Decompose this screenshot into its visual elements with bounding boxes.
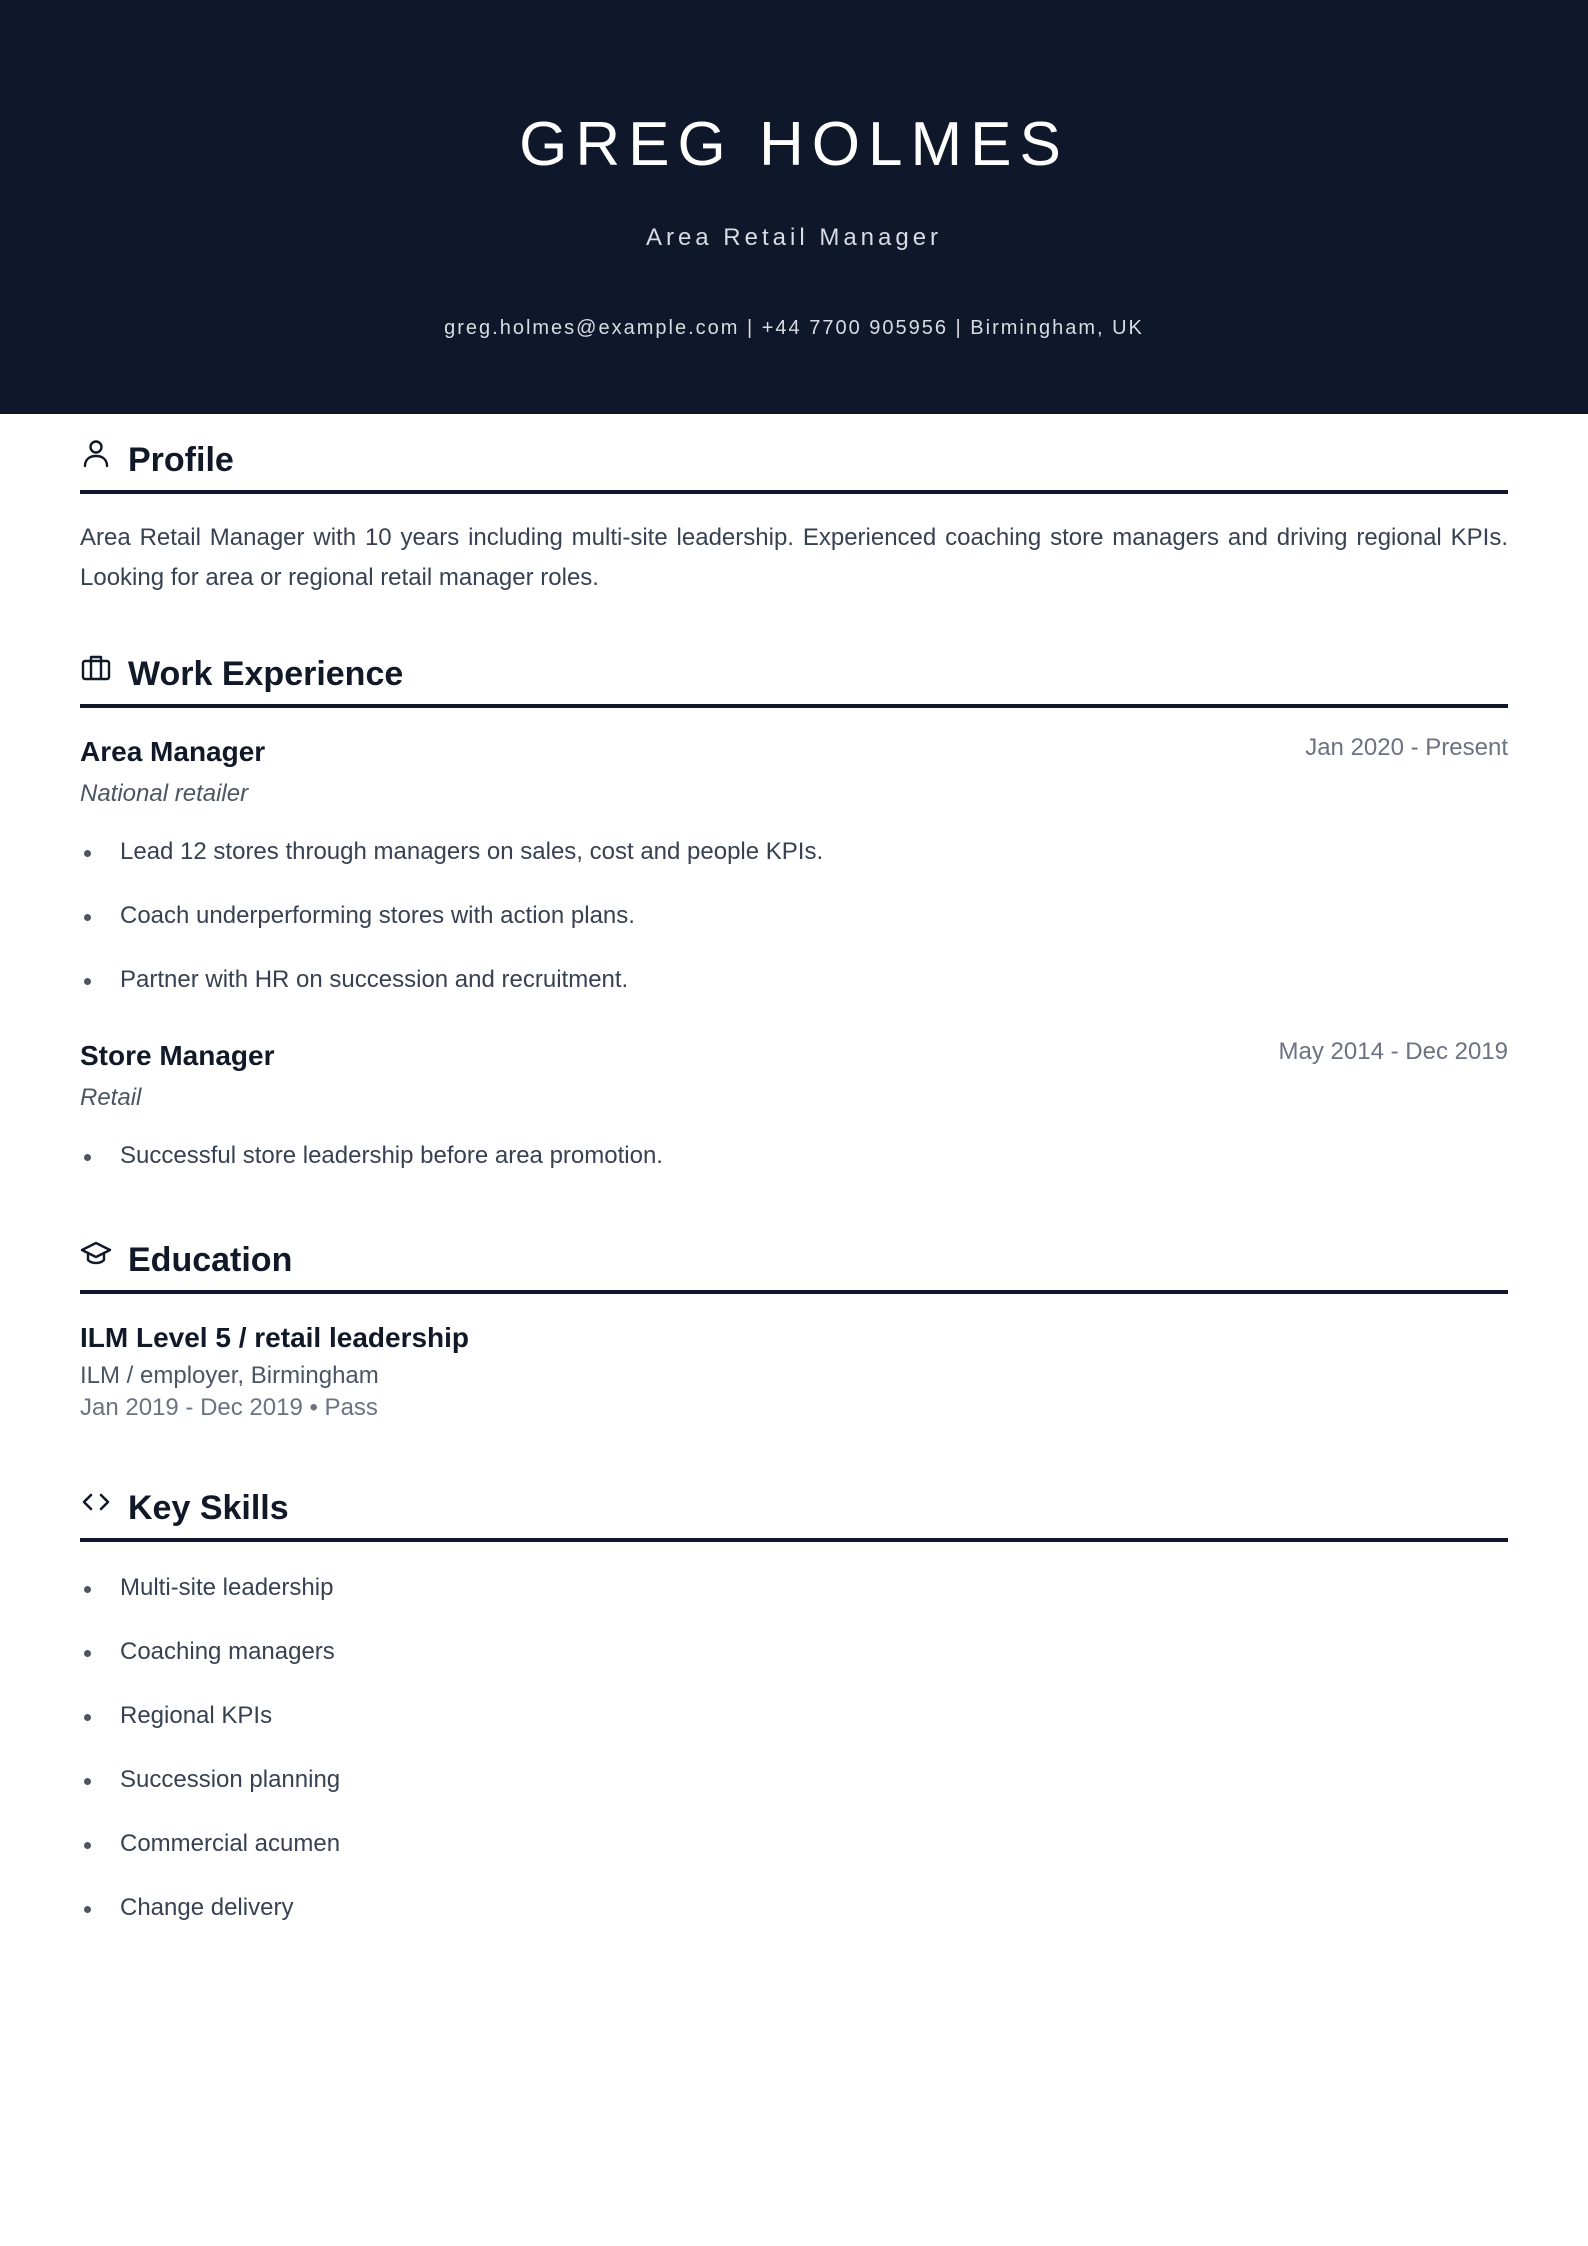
job-dates: May 2014 - Dec 2019 — [1278, 1038, 1508, 1065]
job-bullet: Partner with HR on succession and recruitment. — [80, 962, 1508, 998]
experience-heading: Work Experience — [128, 655, 404, 693]
code-icon — [80, 1486, 112, 1518]
education-section-header — [80, 1214, 1508, 1294]
job-title: Store Manager — [80, 1040, 275, 1071]
profile-section-header — [80, 414, 1508, 494]
skills-section-header — [80, 1462, 1508, 1542]
job-bullet: Coach underperforming stores with action plans. — [80, 898, 1508, 934]
education-entry — [80, 1318, 1508, 1424]
skill-item: Change delivery — [80, 1890, 1508, 1926]
profile-heading: Profile — [128, 441, 234, 479]
skills-list — [80, 1570, 1508, 1926]
job-dates: Jan 2020 - Present — [1305, 734, 1508, 761]
profile-summary: Area Retail Manager with 10 years including multi-site leadership. Experienced coaching store managers and driving regional KPIs. Looking for area or regional retail manager roles. — [80, 524, 1508, 591]
contact-line: greg.holmes@example.com | +44 7700 905956 | Birmingham, UK — [444, 317, 1144, 339]
education-meta: Jan 2019 - Dec 2019 • Pass — [80, 1394, 378, 1421]
job-bullet: Lead 12 stores through managers on sales, cost and people KPIs. — [80, 834, 1508, 870]
skill-item: Regional KPIs — [80, 1698, 1508, 1734]
job-entry — [80, 732, 1508, 998]
skills-heading: Key Skills — [128, 1489, 289, 1527]
skill-item: Commercial acumen — [80, 1826, 1508, 1862]
job-bullet: Successful store leadership before area promotion. — [80, 1138, 1508, 1174]
job-company: National retailer — [80, 780, 249, 807]
candidate-name: GREG HOLMES — [519, 110, 1069, 179]
job-bullets — [80, 834, 1508, 998]
education-heading: Education — [128, 1241, 293, 1279]
skill-item: Coaching managers — [80, 1634, 1508, 1670]
experience-section-header — [80, 628, 1508, 708]
briefcase-icon — [80, 652, 112, 684]
education-title: ILM Level 5 / retail leadership — [80, 1322, 470, 1353]
skill-item: Succession planning — [80, 1762, 1508, 1798]
resume-header — [0, 0, 1588, 414]
job-entry — [80, 1036, 1508, 1174]
candidate-role: Area Retail Manager — [645, 224, 943, 251]
skill-item: Multi-site leadership — [80, 1570, 1508, 1606]
job-bullets — [80, 1138, 1508, 1174]
graduation-cap-icon — [80, 1238, 112, 1270]
user-icon — [80, 438, 112, 470]
job-title: Area Manager — [80, 736, 266, 767]
resume-body — [80, 414, 1508, 1926]
job-company: Retail — [80, 1084, 142, 1111]
education-institution: ILM / employer, Birmingham — [80, 1362, 379, 1389]
